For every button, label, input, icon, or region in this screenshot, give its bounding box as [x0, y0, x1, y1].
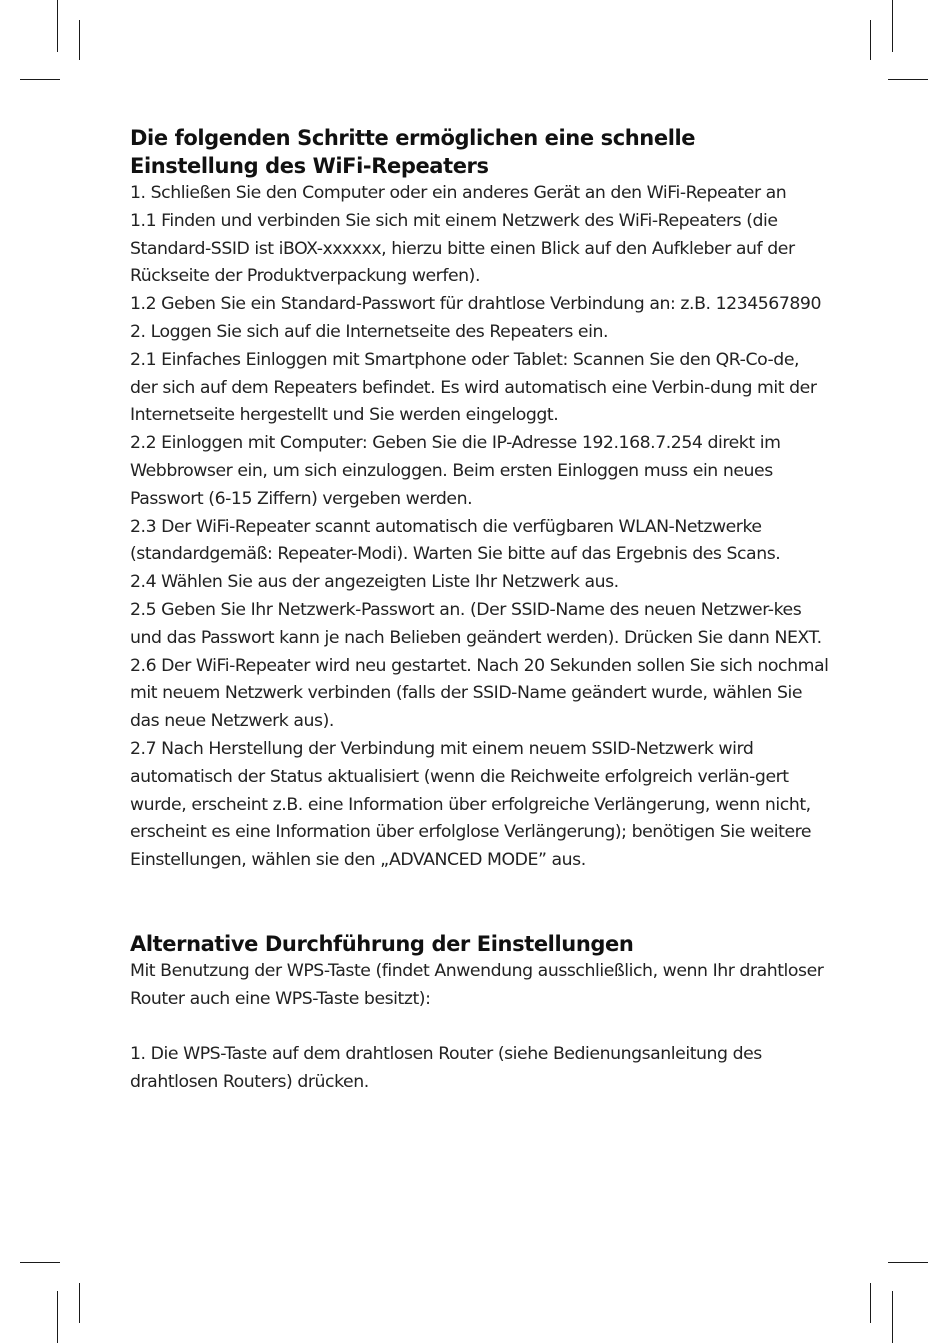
crop-mark-top-left-horizontal [20, 79, 60, 80]
step-2-1: 2.1 Einfaches Einloggen mit Smartphone oder Tablet: Scannen Sie den QR-Co-de, der sich auf dem Repeaters befindet. Es wird automatisch eine Verbin-dung mit der Internetseite hergestellt und Sie werden eingeloggt. [130, 349, 817, 426]
step-2: 2. Loggen Sie sich auf die Internetseite des Repeaters ein. [130, 321, 609, 342]
step-2-4: 2.4 Wählen Sie aus der angezeigten Liste Ihr Netzwerk aus. [130, 572, 619, 593]
crop-mark-top-left-outer [57, 0, 58, 52]
step-2-7: 2.7 Nach Herstellung der Verbindung mit einem neuem SSID-Netzwerk wird automatisch der Status aktualisiert (wenn die Reichweite erfolgreich verlän-gert wurde, erscheint z.B. eine Information über erfolgreiche Verlängerung, wenn nicht, erscheint es eine Information über erfolglose Verlängerung); benötigen Sie weitere Einstellungen, wählen sie den „ADVANCED MODE” aus. [130, 738, 812, 871]
step-2-3: 2.3 Der WiFi-Repeater scannt automatisch die verfügbaren WLAN-Netzwerke (standardgemäß: Repeater-Modi). Warten Sie bitte auf das Ergebnis des Scans. [130, 516, 781, 565]
section-heading-alternative: Alternative Durchführung der Einstellungen [130, 931, 634, 956]
crop-mark-top-right-horizontal [888, 79, 928, 80]
crop-mark-bottom-right-outer [892, 1291, 893, 1343]
crop-mark-top-right-vertical [870, 20, 871, 60]
step-1-2: 1.2 Geben Sie ein Standard-Passwort für drahtlose Verbindung an: z.B. 1234567890 [130, 294, 822, 315]
wps-intro: Mit Benutzung der WPS-Taste (findet Anwendung ausschließlich, wenn Ihr drahtloser Router auch eine WPS-Taste besitzt): [130, 960, 824, 1009]
crop-mark-bottom-left-vertical [79, 1283, 80, 1323]
step-1: 1. Schließen Sie den Computer oder ein anderes Gerät an den WiFi-Repeater an [130, 183, 787, 203]
section-heading-quick-setup: Die folgenden Schritte ermöglichen eine schnelle Einstellung des WiFi-Repeaters [130, 126, 696, 178]
paragraph-spacer [130, 1014, 830, 1042]
crop-mark-bottom-left-outer [57, 1291, 58, 1343]
section-spacer [130, 875, 830, 930]
crop-mark-bottom-left-horizontal [20, 1262, 60, 1263]
crop-mark-top-right-outer [892, 0, 893, 52]
page-content [130, 124, 830, 1097]
wps-step-1: 1. Die WPS-Taste auf dem drahtlosen Router (siehe Bedienungsanleitung des drahtlosen Routers) drücken. [130, 1044, 762, 1093]
crop-mark-bottom-right-vertical [870, 1283, 871, 1323]
step-2-2: 2.2 Einloggen mit Computer: Geben Sie die IP-Adresse 192.168.7.254 direkt im Webbrowser ein, um sich einzuloggen. Beim ersten Einloggen muss ein neues Passwort (6-15 Ziffern) vergeben werden. [130, 433, 781, 509]
step-2-6: 2.6 Der WiFi-Repeater wird neu gestartet. Nach 20 Sekunden sollen Sie sich nochmal mit neuem Netzwerk verbinden (falls der SSID-Name geändert wurde, wählen Sie das neue Netzwerk aus). [130, 655, 829, 732]
crop-mark-top-left-vertical [79, 20, 80, 60]
step-1-1: 1.1 Finden und verbinden Sie sich mit einem Netzwerk des WiFi-Repeaters (die Standard-SSID ist iBOX-xxxxxx, hierzu bitte einen Blick auf den Aufkleber auf der Rückseite der Produktverpackung werfen). [130, 210, 795, 287]
step-2-5: 2.5 Geben Sie Ihr Netzwerk-Passwort an. (Der SSID-Name des neuen Netzwer-kes und das Passwort kann je nach Belieben geändert werden). Drücken Sie dann NEXT. [130, 599, 822, 648]
crop-mark-bottom-right-horizontal [888, 1262, 928, 1263]
